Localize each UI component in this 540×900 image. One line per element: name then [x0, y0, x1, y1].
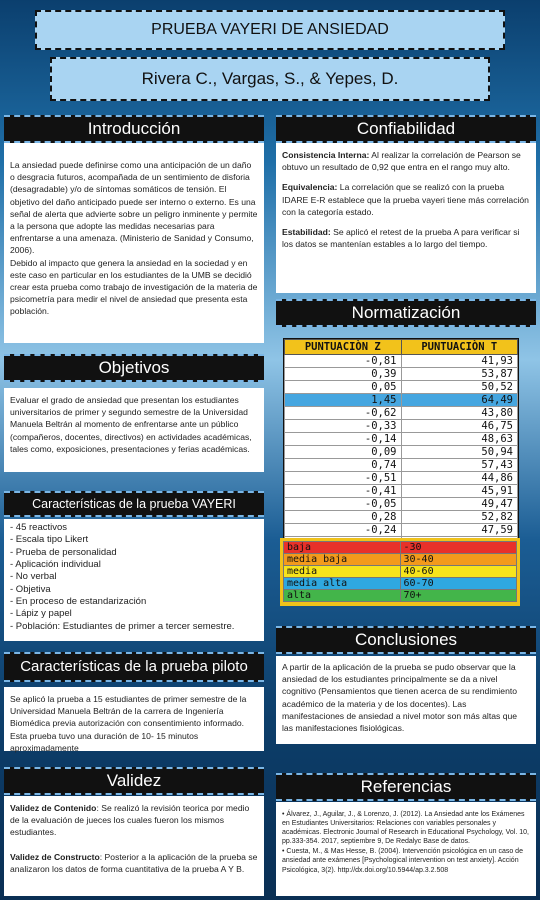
norm-row: [285, 433, 518, 446]
norm-row: [285, 511, 518, 524]
objetivos-heading: Objetivos: [4, 354, 264, 382]
scale-level: baja: [284, 542, 401, 554]
scale-level: alta: [284, 590, 401, 602]
validez-constructo: Validez de Constructo: Posterior a la aplicación de la prueba se analizaron los datos de forma cuantitativa de la prueba A Y B.: [10, 851, 258, 874]
norm-t-cell: 41,93: [401, 355, 518, 368]
norm-t-cell: 64,49: [401, 394, 518, 407]
norm-t-cell: 43,80: [401, 407, 518, 420]
piloto-heading: Características de la prueba piloto: [4, 652, 264, 682]
poster-title: PRUEBA VAYERI DE ANSIEDAD: [151, 21, 389, 38]
scale-range: -30: [400, 542, 517, 554]
norm-z-cell: -0,14: [285, 433, 402, 446]
confiabilidad-heading: Confiabilidad: [276, 115, 536, 143]
list-item: - 45 reactivos: [10, 522, 68, 533]
conclusiones-heading: Conclusiones: [276, 626, 536, 654]
validez-heading: Validez: [4, 767, 264, 795]
list-item: - No verbal: [10, 571, 57, 583]
norm-z-cell: -0,51: [285, 472, 402, 485]
norm-z-cell: 0,74: [285, 459, 402, 472]
norm-z-cell: -0,62: [285, 407, 402, 420]
scale-table: [283, 541, 517, 602]
intro-panel: [4, 143, 264, 343]
norm-z-cell: -0,81: [285, 355, 402, 368]
norm-row: [285, 459, 518, 472]
scale-row: [284, 554, 517, 566]
conclusiones-text: A partir de la aplicación de la prueba se pudo observar que la ansiedad de los estudiantes principalmente se da a nivel cognitivo (Pensamientos que tienen acerca de su rendimiento académico de la materia y de los docentes). Las manifestaciones de ansiedad a nivel motor son más altas que las manifestaciones fisiológicas.: [282, 662, 518, 734]
norm-z-cell: 0,09: [285, 446, 402, 459]
norm-z-cell: 1,45: [285, 394, 402, 407]
col-puntuacion-t: PUNTUACIÒN T: [401, 340, 518, 355]
norm-z-cell: -0,24: [285, 524, 402, 537]
norm-row: [285, 472, 518, 485]
norm-z-cell: 0,39: [285, 368, 402, 381]
norm-row: [285, 368, 518, 381]
norm-row: [285, 420, 518, 433]
norm-z-cell: -0,05: [285, 498, 402, 511]
vayeri-heading: Características de la prueba VAYERI: [4, 491, 264, 517]
norm-t-cell: 47,59: [401, 524, 518, 537]
norm-row: [285, 485, 518, 498]
list-item: - Lápiz y papel: [10, 608, 72, 620]
equivalencia: Equivalencia: La correlación que se realizó con la prueba IDARE E-R establece que la prueba vayeri tiene más correlación con la categoría estado.: [282, 182, 529, 217]
norm-z-cell: -0,33: [285, 420, 402, 433]
col-puntuacion-z: PUNTUACIÒN Z: [285, 340, 402, 355]
norm-t-cell: 50,52: [401, 381, 518, 394]
normatizacion-heading: Normatización: [276, 299, 536, 327]
intro-paragraph-1: La ansiedad puede definirse como una anticipación de un daño o desgracia futuros, acompañada de un sentimiento de disforia (desagradable) y/o de síntomas somáticos de tensión. El objetivo del daño anticipado puede ser interno o externo. Es una señal de alerta que advierte sobre un peligro inminente y permite a la persona que adopte las medidas necesarias para enfrentarse a una amenaza. (Ministerio de Sanidad y Consumo, 2006).: [10, 160, 258, 256]
referencias-heading: Referencias: [276, 773, 536, 801]
norm-row: [285, 355, 518, 368]
vayeri-panel: [4, 519, 264, 641]
scale-table-wrap: [280, 538, 520, 606]
authors: Rivera C., Vargas, S., & Yepes, D.: [141, 69, 399, 88]
norm-t-cell: 57,43: [401, 459, 518, 472]
norm-z-cell: 0,28: [285, 511, 402, 524]
conclusiones-panel: [276, 656, 536, 744]
authors-box: [50, 57, 490, 101]
scale-range: 60-70: [400, 578, 517, 590]
norm-t-cell: 53,87: [401, 368, 518, 381]
validez-panel: [4, 796, 264, 896]
scale-level: media alta: [284, 578, 401, 590]
scale-range: 30-40: [400, 554, 517, 566]
reference-item: • Cuesta, M., & Mas Hesse, B. (2004). Intervención psicológica en un caso de ansiedad ante exámenes [Psychological intervention on test anxiety]. Acción Psicológica, 3(2). http://dx.doi.org/10.5944/ap.3.2.508: [282, 848, 523, 874]
poster-title-box: [35, 10, 505, 50]
consistencia-interna: Consistencia Interna: Al realizar la correlación de Pearson se obtuvo un resultado de 0,92 que entra en el rango muy alto.: [282, 150, 521, 173]
norm-row: [285, 446, 518, 459]
objetivos-text: Evaluar el grado de ansiedad que presentan los estudiantes universitarios de primer y segundo semestre de la Universidad Manuela Beltrán al momento de enfrentarse ante un público (compañeros, docentes, directivos) en actividades académicas, tales como, exposiciones, presentaciones y ferias académicas.: [10, 395, 252, 454]
scale-row: [284, 578, 517, 590]
scale-level: media baja: [284, 554, 401, 566]
list-item: - Población: Estudiantes de primer a tercer semestre.: [10, 620, 235, 632]
norm-row: [285, 498, 518, 511]
norm-t-cell: 49,47: [401, 498, 518, 511]
objetivos-panel: [4, 388, 264, 472]
norm-t-cell: 45,91: [401, 485, 518, 498]
norm-t-cell: 44,86: [401, 472, 518, 485]
scale-row: [284, 566, 517, 578]
scale-level: media: [284, 566, 401, 578]
list-item: - Prueba de personalidad: [10, 546, 117, 558]
vayeri-list: [10, 522, 258, 633]
validez-contenido: Validez de Contenido: Se realizó la revisión teorica por medio de la evaluación de jueces los cuales fueron los mismos estudiantes.: [10, 803, 250, 838]
norm-t-cell: 52,82: [401, 511, 518, 524]
list-item: - Aplicación individual: [10, 559, 101, 571]
scale-range: 70+: [400, 590, 517, 602]
referencias-list: [282, 810, 530, 875]
piloto-panel: [4, 687, 264, 751]
norm-row: [285, 381, 518, 394]
list-item: - Escala tipo Likert: [10, 534, 89, 546]
estabilidad: Estabilidad: Se aplicó el retest de la prueba A para verificar si los datos se mantenían estables a lo largo del tiempo.: [282, 227, 520, 250]
list-item: - En proceso de estandarización: [10, 596, 147, 608]
norm-t-cell: 50,94: [401, 446, 518, 459]
piloto-text: Se aplicó la prueba a 15 estudiantes de primer semestre de la Universidad Manuela Beltrán de la carrera de Ingeniería Biomédica previa autorización con consentimiento informado. Esta prueba tuvo una duración de 10- 15 minutos aproximadamente: [10, 694, 247, 753]
norm-z-cell: -0,41: [285, 485, 402, 498]
scale-row: [284, 542, 517, 554]
list-item: - Objetiva: [10, 583, 51, 595]
reference-item: • Álvarez, J., Aguilar, J., & Lorenzo, J. (2012). La Ansiedad ante los Exámenes en Estudiantes Universitarios: Relaciones con variables personales y académicas. Electronic Journal of Research in Educational Psychology, Vol. 10, pp.333-354. 2017, septiembre 9, De Redalyc Base de datos.: [282, 811, 529, 846]
normatizacion-table: [284, 339, 518, 550]
norm-t-cell: 46,75: [401, 420, 518, 433]
norm-row: [285, 407, 518, 420]
scale-range: 40-60: [400, 566, 517, 578]
scale-row: [284, 590, 517, 602]
referencias-panel: [276, 802, 536, 896]
norm-row: [285, 524, 518, 537]
norm-row: [285, 394, 518, 407]
intro-paragraph-2: Debido al impacto que genera la ansiedad en la sociedad y en este caso en particular en los estudiantes de la UMB se decidió crear esta prueba como trabajo de investigación de la materia de psicometría para medir el nivel de ansiedad que presenta esta población.: [10, 257, 258, 317]
normatizacion-table-wrap: [283, 338, 519, 551]
norm-t-cell: 48,63: [401, 433, 518, 446]
confiabilidad-panel: [276, 143, 536, 293]
intro-heading: Introducción: [4, 115, 264, 143]
norm-z-cell: 0,05: [285, 381, 402, 394]
